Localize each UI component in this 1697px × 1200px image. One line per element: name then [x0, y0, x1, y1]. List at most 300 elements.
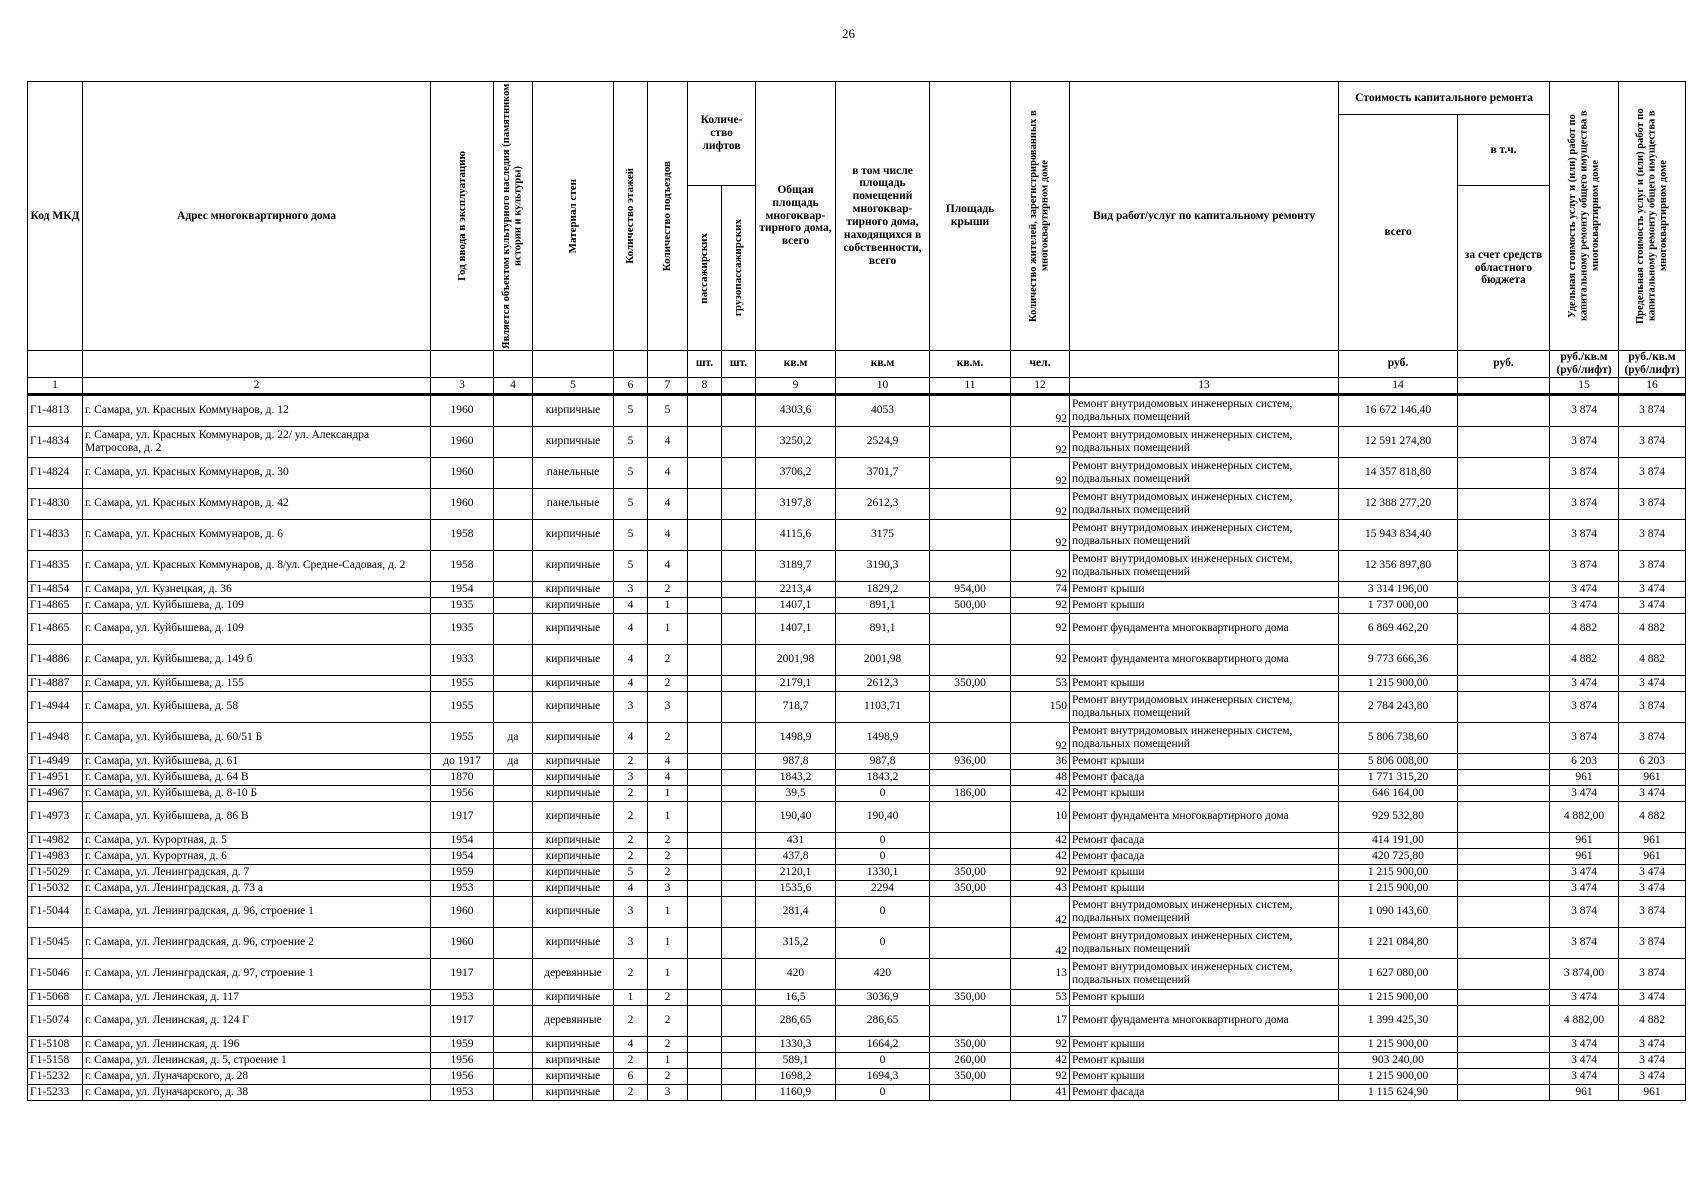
- header-max-cost: Предельная стоимость услуг и (или) работ по капитальному ремонту общего имущества в многоквартирном доме: [1619, 82, 1686, 351]
- table-row: [28, 613, 1686, 644]
- cell-residents: 42: [1011, 896, 1070, 927]
- capital-repair-table: [27, 81, 1686, 1101]
- cell-roof-area: [930, 613, 1011, 644]
- unit-lifts-pass: шт.: [688, 351, 722, 378]
- cell-heritage: [494, 1084, 533, 1100]
- cell-heritage: [494, 488, 533, 519]
- table-row: [28, 597, 1686, 613]
- cell-owned-area: 4053: [836, 394, 930, 426]
- cell-residents: 17: [1011, 1005, 1070, 1036]
- cell-address: г. Самара, ул. Куйбышева, д. 109: [83, 597, 431, 613]
- cell-code: Г1-4949: [28, 753, 83, 769]
- cell-residents: 92: [1011, 1068, 1070, 1084]
- cell-cost-regional: [1458, 691, 1550, 722]
- cell-residents: 41: [1011, 1084, 1070, 1100]
- cell-unit-cost: 961: [1550, 1084, 1619, 1100]
- cell-lifts-pass: [688, 896, 722, 927]
- cell-owned-area: 891,1: [836, 597, 930, 613]
- cell-entrances: 2: [648, 581, 688, 597]
- cell-cost-regional: [1458, 1084, 1550, 1100]
- cell-entrances: 2: [648, 1005, 688, 1036]
- cell-roof-area: [930, 722, 1011, 753]
- cell-lifts-cargo: [722, 394, 756, 426]
- unit-lifts-cargo: шт.: [722, 351, 756, 378]
- cell-heritage: [494, 691, 533, 722]
- cell-lifts-cargo: [722, 769, 756, 785]
- cell-code: Г1-4983: [28, 848, 83, 864]
- table-row: [28, 864, 1686, 880]
- cell-unit-cost: 3 474: [1550, 581, 1619, 597]
- cell-address: г. Самара, ул. Луначарского, д. 38: [83, 1084, 431, 1100]
- cell-roof-area: [930, 896, 1011, 927]
- cell-code: Г1-4944: [28, 691, 83, 722]
- table-row: [28, 769, 1686, 785]
- cell-heritage: [494, 1005, 533, 1036]
- cell-address: г. Самара, ул. Луначарского, д. 28: [83, 1068, 431, 1084]
- cell-heritage: [494, 832, 533, 848]
- cell-code: Г1-4854: [28, 581, 83, 597]
- header-owned-area: в том числе площадь помещений многоквар-тирного дома, находящихся в собственности, всего: [836, 82, 930, 351]
- cell-owned-area: 0: [836, 832, 930, 848]
- cell-cost-regional: [1458, 597, 1550, 613]
- cell-residents: 92: [1011, 1036, 1070, 1052]
- cell-owned-area: 3701,7: [836, 457, 930, 488]
- cell-roof-area: 350,00: [930, 1036, 1011, 1052]
- cell-roof-area: 350,00: [930, 880, 1011, 896]
- cell-heritage: [494, 613, 533, 644]
- cell-code: Г1-5032: [28, 880, 83, 896]
- cell-lifts-cargo: [722, 597, 756, 613]
- cell-wall: кирпичные: [533, 769, 614, 785]
- cell-residents: 48: [1011, 769, 1070, 785]
- cell-owned-area: 987,8: [836, 753, 930, 769]
- cell-address: г. Самара, ул. Куйбышева, д. 61: [83, 753, 431, 769]
- cell-residents: 150: [1011, 691, 1070, 722]
- cell-cost-total: 1 115 624,90: [1339, 1084, 1458, 1100]
- cell-max-cost: 3 874: [1619, 722, 1686, 753]
- cell-lifts-pass: [688, 958, 722, 989]
- cell-year: 1933: [431, 644, 494, 675]
- cell-address: г. Самара, ул. Красных Коммунаров, д. 12: [83, 394, 431, 426]
- col-number: 8: [688, 377, 722, 394]
- header-wall: Материал стен: [533, 82, 614, 351]
- table-row: [28, 675, 1686, 691]
- cell-floors: 3: [614, 769, 648, 785]
- cell-owned-area: 1664,2: [836, 1036, 930, 1052]
- cell-residents: 53: [1011, 675, 1070, 691]
- table-row: [28, 457, 1686, 488]
- cell-year: 1953: [431, 989, 494, 1005]
- cell-residents: 92: [1011, 644, 1070, 675]
- cell-residents: 36: [1011, 753, 1070, 769]
- cell-unit-cost: 3 874,00: [1550, 958, 1619, 989]
- cell-total-area: 420: [756, 958, 836, 989]
- table-row: [28, 958, 1686, 989]
- cell-cost-total: 1 221 084,80: [1339, 927, 1458, 958]
- cell-lifts-pass: [688, 880, 722, 896]
- cell-cost-regional: [1458, 457, 1550, 488]
- unit-cost-total: руб.: [1339, 351, 1458, 378]
- cell-code: Г1-5108: [28, 1036, 83, 1052]
- cell-lifts-pass: [688, 801, 722, 832]
- cell-heritage: [494, 1068, 533, 1084]
- cell-address: г. Самара, ул. Ленинская, д. 196: [83, 1036, 431, 1052]
- cell-cost-total: 1 215 900,00: [1339, 880, 1458, 896]
- cell-floors: 5: [614, 426, 648, 457]
- cell-heritage: [494, 581, 533, 597]
- cell-entrances: 4: [648, 426, 688, 457]
- cell-cost-regional: [1458, 848, 1550, 864]
- cell-owned-area: 0: [836, 848, 930, 864]
- cell-total-area: 2179,1: [756, 675, 836, 691]
- cell-total-area: 1535,6: [756, 880, 836, 896]
- cell-max-cost: 3 874: [1619, 958, 1686, 989]
- cell-heritage: [494, 426, 533, 457]
- cell-year: 1954: [431, 848, 494, 864]
- cell-heritage: [494, 927, 533, 958]
- cell-code: Г1-4967: [28, 785, 83, 801]
- header-code: Код МКД: [28, 82, 83, 351]
- cell-owned-area: 1843,2: [836, 769, 930, 785]
- cell-year: 1960: [431, 394, 494, 426]
- cell-year: 1960: [431, 457, 494, 488]
- cell-work-type: Ремонт фасада: [1070, 848, 1339, 864]
- col-number: 14: [1339, 377, 1458, 394]
- table-row: [28, 1084, 1686, 1100]
- cell-lifts-pass: [688, 581, 722, 597]
- cell-max-cost: 3 474: [1619, 1052, 1686, 1068]
- cell-owned-area: 2001,98: [836, 644, 930, 675]
- cell-roof-area: [930, 1005, 1011, 1036]
- cell-wall: кирпичные: [533, 691, 614, 722]
- header-floors: Количество этажей: [614, 82, 648, 351]
- cell-entrances: 1: [648, 801, 688, 832]
- cell-year: 1955: [431, 722, 494, 753]
- cell-lifts-pass: [688, 927, 722, 958]
- cell-lifts-cargo: [722, 722, 756, 753]
- cell-address: г. Самара, ул. Куйбышева, д. 8-10 Б: [83, 785, 431, 801]
- cell-address: г. Самара, ул. Курортная, д. 6: [83, 848, 431, 864]
- unit-max-cost: руб./кв.м (руб/лифт): [1619, 351, 1686, 378]
- cell-owned-area: 2294: [836, 880, 930, 896]
- cell-heritage: [494, 896, 533, 927]
- cell-owned-area: 2524,9: [836, 426, 930, 457]
- cell-lifts-pass: [688, 488, 722, 519]
- cell-cost-regional: [1458, 488, 1550, 519]
- cell-year: 1960: [431, 896, 494, 927]
- unit-owned-area: кв.м: [836, 351, 930, 378]
- cell-floors: 4: [614, 613, 648, 644]
- cell-heritage: [494, 457, 533, 488]
- cell-work-type: Ремонт внутридомовых инженерных систем, подвальных помещений: [1070, 550, 1339, 581]
- cell-code: Г1-4865: [28, 597, 83, 613]
- cell-owned-area: 891,1: [836, 613, 930, 644]
- cell-roof-area: [930, 644, 1011, 675]
- cell-cost-total: 1 215 900,00: [1339, 675, 1458, 691]
- cell-cost-total: 1 771 315,20: [1339, 769, 1458, 785]
- cell-wall: кирпичные: [533, 1084, 614, 1100]
- cell-cost-regional: [1458, 519, 1550, 550]
- cell-code: Г1-4834: [28, 426, 83, 457]
- cell-residents: 92: [1011, 597, 1070, 613]
- cell-owned-area: 0: [836, 927, 930, 958]
- cell-floors: 2: [614, 753, 648, 769]
- cell-year: 1954: [431, 832, 494, 848]
- cell-lifts-pass: [688, 644, 722, 675]
- cell-address: г. Самара, ул. Куйбышева, д. 64 В: [83, 769, 431, 785]
- cell-heritage: [494, 675, 533, 691]
- cell-max-cost: 4 882: [1619, 613, 1686, 644]
- cell-roof-area: [930, 958, 1011, 989]
- cell-cost-total: 1 215 900,00: [1339, 989, 1458, 1005]
- table-row: [28, 394, 1686, 426]
- cell-cost-total: 3 314 196,00: [1339, 581, 1458, 597]
- cell-work-type: Ремонт крыши: [1070, 753, 1339, 769]
- cell-cost-regional: [1458, 581, 1550, 597]
- cell-lifts-cargo: [722, 958, 756, 989]
- cell-residents: 92: [1011, 457, 1070, 488]
- cell-max-cost: 3 874: [1619, 488, 1686, 519]
- cell-unit-cost: 4 882,00: [1550, 801, 1619, 832]
- cell-code: Г1-5068: [28, 989, 83, 1005]
- cell-lifts-pass: [688, 519, 722, 550]
- cell-lifts-cargo: [722, 457, 756, 488]
- cell-roof-area: [930, 394, 1011, 426]
- cell-heritage: [494, 550, 533, 581]
- cell-owned-area: 1498,9: [836, 722, 930, 753]
- cell-wall: кирпичные: [533, 519, 614, 550]
- cell-cost-total: 646 164,00: [1339, 785, 1458, 801]
- cell-residents: 92: [1011, 519, 1070, 550]
- cell-code: Г1-5158: [28, 1052, 83, 1068]
- cell-lifts-pass: [688, 613, 722, 644]
- cell-cost-regional: [1458, 785, 1550, 801]
- cell-lifts-cargo: [722, 426, 756, 457]
- cell-total-area: 16,5: [756, 989, 836, 1005]
- cell-owned-area: 0: [836, 896, 930, 927]
- cell-cost-total: 6 869 462,20: [1339, 613, 1458, 644]
- cell-floors: 3: [614, 927, 648, 958]
- header-entrances: Количество подъездов: [648, 82, 688, 351]
- cell-lifts-cargo: [722, 801, 756, 832]
- cell-roof-area: 350,00: [930, 675, 1011, 691]
- cell-cost-regional: [1458, 613, 1550, 644]
- cell-address: г. Самара, ул. Куйбышева, д. 155: [83, 675, 431, 691]
- cell-cost-total: 14 357 818,80: [1339, 457, 1458, 488]
- cell-owned-area: 190,40: [836, 801, 930, 832]
- header-heritage: Является объектом культурного наследия (памятником истории и культуры): [494, 82, 533, 351]
- cell-entrances: 4: [648, 550, 688, 581]
- cell-entrances: 2: [648, 848, 688, 864]
- cell-lifts-cargo: [722, 896, 756, 927]
- cell-code: Г1-4835: [28, 550, 83, 581]
- cell-total-area: 2213,4: [756, 581, 836, 597]
- cell-max-cost: 3 874: [1619, 896, 1686, 927]
- cell-lifts-cargo: [722, 550, 756, 581]
- cell-max-cost: 3 874: [1619, 394, 1686, 426]
- cell-address: г. Самара, ул. Ленинградская, д. 96, строение 1: [83, 896, 431, 927]
- header-year: Год ввода в эксплуатацию: [431, 82, 494, 351]
- cell-lifts-pass: [688, 848, 722, 864]
- cell-entrances: 4: [648, 457, 688, 488]
- cell-unit-cost: 6 203: [1550, 753, 1619, 769]
- cell-wall: деревянные: [533, 1005, 614, 1036]
- cell-roof-area: [930, 691, 1011, 722]
- cell-wall: панельные: [533, 488, 614, 519]
- header-cost-regional: за счет средств областного бюджета: [1458, 186, 1550, 351]
- cell-code: Г1-4865: [28, 613, 83, 644]
- cell-lifts-pass: [688, 753, 722, 769]
- cell-wall: кирпичные: [533, 1068, 614, 1084]
- cell-entrances: 3: [648, 880, 688, 896]
- cell-wall: кирпичные: [533, 613, 614, 644]
- cell-code: Г1-5233: [28, 1084, 83, 1100]
- cell-year: 1870: [431, 769, 494, 785]
- col-number: 6: [614, 377, 648, 394]
- cell-entrances: 2: [648, 675, 688, 691]
- cell-entrances: 1: [648, 785, 688, 801]
- table-body: [28, 394, 1686, 1100]
- cell-owned-area: 0: [836, 1084, 930, 1100]
- table-row: [28, 753, 1686, 769]
- cell-wall: кирпичные: [533, 1036, 614, 1052]
- cell-year: 1959: [431, 864, 494, 880]
- cell-lifts-cargo: [722, 832, 756, 848]
- cell-code: Г1-4948: [28, 722, 83, 753]
- cell-code: Г1-4951: [28, 769, 83, 785]
- cell-entrances: 1: [648, 613, 688, 644]
- cell-wall: кирпичные: [533, 848, 614, 864]
- cell-roof-area: [930, 927, 1011, 958]
- cell-max-cost: 3 874: [1619, 426, 1686, 457]
- table-row: [28, 1068, 1686, 1084]
- cell-work-type: Ремонт крыши: [1070, 581, 1339, 597]
- cell-work-type: Ремонт внутридомовых инженерных систем, подвальных помещений: [1070, 426, 1339, 457]
- table-row: [28, 1036, 1686, 1052]
- cell-total-area: 1160,9: [756, 1084, 836, 1100]
- cell-year: 1955: [431, 675, 494, 691]
- cell-work-type: Ремонт крыши: [1070, 989, 1339, 1005]
- cell-wall: кирпичные: [533, 722, 614, 753]
- cell-wall: кирпичные: [533, 550, 614, 581]
- cell-entrances: 2: [648, 1068, 688, 1084]
- cell-work-type: Ремонт внутридомовых инженерных систем, подвальных помещений: [1070, 488, 1339, 519]
- cell-address: г. Самара, ул. Ленинградская, д. 96, строение 2: [83, 927, 431, 958]
- table-row: [28, 1005, 1686, 1036]
- cell-max-cost: 961: [1619, 769, 1686, 785]
- cell-lifts-pass: [688, 1036, 722, 1052]
- cell-work-type: Ремонт фундамента многоквартирного дома: [1070, 644, 1339, 675]
- cell-heritage: [494, 848, 533, 864]
- cell-entrances: 3: [648, 1084, 688, 1100]
- cell-unit-cost: 3 474: [1550, 597, 1619, 613]
- cell-total-area: 3250,2: [756, 426, 836, 457]
- cell-roof-area: 350,00: [930, 989, 1011, 1005]
- cell-wall: кирпичные: [533, 426, 614, 457]
- col-number: 2: [83, 377, 431, 394]
- cell-max-cost: 4 882: [1619, 1005, 1686, 1036]
- cell-unit-cost: 3 874: [1550, 457, 1619, 488]
- cell-unit-cost: 4 882: [1550, 644, 1619, 675]
- cell-lifts-pass: [688, 864, 722, 880]
- cell-roof-area: [930, 457, 1011, 488]
- table-row: [28, 927, 1686, 958]
- cell-year: 1956: [431, 1052, 494, 1068]
- cell-floors: 5: [614, 394, 648, 426]
- cell-heritage: [494, 989, 533, 1005]
- cell-roof-area: [930, 832, 1011, 848]
- cell-code: Г1-4973: [28, 801, 83, 832]
- cell-code: Г1-5044: [28, 896, 83, 927]
- cell-roof-area: 186,00: [930, 785, 1011, 801]
- cell-max-cost: 3 474: [1619, 581, 1686, 597]
- cell-floors: 2: [614, 958, 648, 989]
- cell-cost-total: 2 784 243,80: [1339, 691, 1458, 722]
- header-total-area: Общая площадь многоквар-тирного дома, всего: [756, 82, 836, 351]
- cell-cost-total: 1 215 900,00: [1339, 1036, 1458, 1052]
- cell-address: г. Самара, ул. Куйбышева, д. 109: [83, 613, 431, 644]
- header-work-type: Вид работ/услуг по капитальному ремонту: [1070, 82, 1339, 351]
- cell-lifts-cargo: [722, 1052, 756, 1068]
- cell-wall: кирпичные: [533, 581, 614, 597]
- cell-code: Г1-4886: [28, 644, 83, 675]
- cell-cost-regional: [1458, 880, 1550, 896]
- cell-entrances: 1: [648, 958, 688, 989]
- cell-lifts-pass: [688, 426, 722, 457]
- cell-year: 1917: [431, 801, 494, 832]
- cell-max-cost: 3 474: [1619, 864, 1686, 880]
- cell-unit-cost: 4 882: [1550, 613, 1619, 644]
- cell-max-cost: 3 874: [1619, 691, 1686, 722]
- cell-entrances: 1: [648, 597, 688, 613]
- cell-floors: 4: [614, 880, 648, 896]
- cell-work-type: Ремонт крыши: [1070, 785, 1339, 801]
- cell-work-type: Ремонт фундамента многоквартирного дома: [1070, 801, 1339, 832]
- cell-year: 1960: [431, 426, 494, 457]
- cell-lifts-cargo: [722, 864, 756, 880]
- table-row: [28, 722, 1686, 753]
- cell-total-area: 987,8: [756, 753, 836, 769]
- unit-unit-cost: руб./кв.м (руб/лифт): [1550, 351, 1619, 378]
- cell-code: Г1-5029: [28, 864, 83, 880]
- cell-floors: 2: [614, 848, 648, 864]
- cell-year: 1935: [431, 597, 494, 613]
- col-number: 4: [494, 377, 533, 394]
- cell-floors: 3: [614, 691, 648, 722]
- cell-lifts-pass: [688, 691, 722, 722]
- cell-unit-cost: 3 474: [1550, 675, 1619, 691]
- cell-unit-cost: 961: [1550, 769, 1619, 785]
- cell-unit-cost: 3 874: [1550, 550, 1619, 581]
- cell-max-cost: 6 203: [1619, 753, 1686, 769]
- cell-cost-regional: [1458, 722, 1550, 753]
- table-row: [28, 426, 1686, 457]
- cell-floors: 6: [614, 1068, 648, 1084]
- cell-floors: 3: [614, 896, 648, 927]
- cell-heritage: да: [494, 753, 533, 769]
- cell-work-type: Ремонт фасада: [1070, 832, 1339, 848]
- header-lifts-pass: пассажирских: [688, 186, 722, 351]
- cell-unit-cost: 3 874: [1550, 896, 1619, 927]
- cell-address: г. Самара, ул. Красных Коммунаров, д. 42: [83, 488, 431, 519]
- cell-total-area: 437,8: [756, 848, 836, 864]
- col-number: 1: [28, 377, 83, 394]
- cell-lifts-cargo: [722, 785, 756, 801]
- cell-floors: 5: [614, 864, 648, 880]
- cell-max-cost: 3 474: [1619, 880, 1686, 896]
- cell-cost-total: 1 627 080,00: [1339, 958, 1458, 989]
- cell-lifts-cargo: [722, 1084, 756, 1100]
